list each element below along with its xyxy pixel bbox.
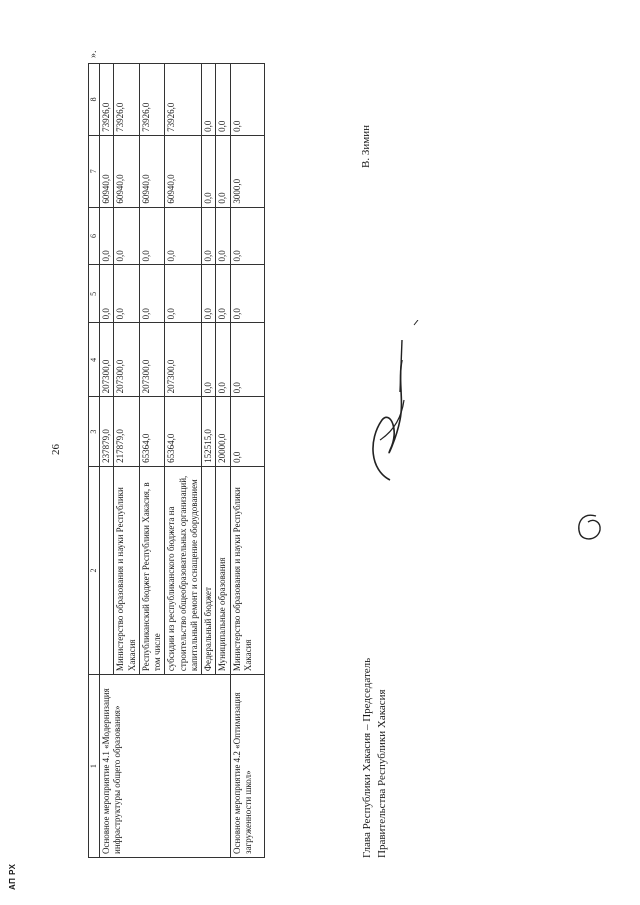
measure-4-1: Основное мероприятие 4.1 «Модернизация инфраструктуры общего образования»	[100, 675, 231, 858]
cell: 0,0	[202, 135, 216, 207]
cell: 237879,0	[100, 397, 114, 466]
cell: 0,0	[230, 265, 264, 323]
cell: 0,0	[139, 265, 165, 323]
handwritten-signature	[360, 320, 430, 490]
cell: 73926,0	[114, 64, 140, 136]
cell: 152515,0	[202, 397, 216, 466]
cell: 60940,0	[165, 135, 202, 207]
cell: 0,0	[202, 323, 216, 397]
row-label	[100, 466, 114, 674]
cell: 0,0	[202, 207, 216, 265]
cell: 0,0	[216, 207, 230, 265]
cell: 60940,0	[114, 135, 140, 207]
header-col-8: 8	[89, 64, 100, 136]
cell: 65364,0	[139, 397, 165, 466]
cell: 207300,0	[139, 323, 165, 397]
header-col-6: 6	[89, 207, 100, 265]
cell: 207300,0	[100, 323, 114, 397]
cell: 0,0	[139, 207, 165, 265]
header-col-4: 4	[89, 323, 100, 397]
cell: 73926,0	[100, 64, 114, 136]
cell: 0,0	[114, 265, 140, 323]
cell: 207300,0	[114, 323, 140, 397]
cell: 0,0	[216, 64, 230, 136]
cell: 0,0	[100, 265, 114, 323]
cell: 0,0	[230, 207, 264, 265]
cell: 0,0	[100, 207, 114, 265]
signer-title-line-1: Глава Республики Хакасия – Председатель	[361, 657, 373, 858]
header-row	[89, 64, 100, 858]
row-label: субсидии из республиканского бюджета на строительство общеобразовательных организаций, капитальный ремонт и оснащение оборудованием	[165, 466, 202, 674]
cell: 73926,0	[165, 64, 202, 136]
cell: 3000,0	[230, 135, 264, 207]
cell: 73926,0	[139, 64, 165, 136]
cell: 0,0	[230, 397, 264, 466]
stamp-label: АП РХ	[8, 863, 17, 890]
cell: 217879,0	[114, 397, 140, 466]
cell: 65364,0	[165, 397, 202, 466]
cell: 0,0	[165, 207, 202, 265]
cell: 60940,0	[100, 135, 114, 207]
cell: 0,0	[114, 207, 140, 265]
row-label: Министерство образования и науки Республики Хакасия	[114, 466, 140, 674]
cell: 0,0	[165, 265, 202, 323]
cell: 0,0	[216, 323, 230, 397]
measure-4-2: Основное мероприятие 4.2 «Оптимизация загруженности школ»	[230, 675, 264, 858]
cell: 0,0	[216, 135, 230, 207]
row-label: Республиканский бюджет Республики Хакасия, в том числе	[139, 466, 165, 674]
cell: 0,0	[230, 323, 264, 397]
cell: 0,0	[202, 64, 216, 136]
cell: 60940,0	[139, 135, 165, 207]
signer-name: В. Зимин	[360, 125, 372, 168]
row-label: Муниципальные образования	[216, 466, 230, 674]
cell: 0,0	[216, 265, 230, 323]
cell: 0,0	[230, 64, 264, 136]
cell: 207300,0	[165, 323, 202, 397]
header-col-1: 1	[89, 675, 100, 858]
table-row	[230, 64, 264, 858]
cell: 0,0	[202, 265, 216, 323]
header-col-2: 2	[89, 466, 100, 674]
row-label: Федеральный бюджет	[202, 466, 216, 674]
initial-mark	[574, 510, 604, 542]
signer-title-line-2: Правительства Республики Хакасия	[375, 689, 388, 858]
row-label: Министерство образования и науки Республики Хакасия	[230, 466, 264, 674]
header-col-7: 7	[89, 135, 100, 207]
rotated-table-block	[88, 50, 265, 858]
funding-table	[88, 63, 265, 858]
cell: 20000,0	[216, 397, 230, 466]
table-row	[100, 64, 114, 858]
closing-quote: ».	[88, 50, 99, 58]
header-col-5: 5	[89, 265, 100, 323]
page-number: 26	[50, 444, 62, 455]
header-col-3: 3	[89, 397, 100, 466]
